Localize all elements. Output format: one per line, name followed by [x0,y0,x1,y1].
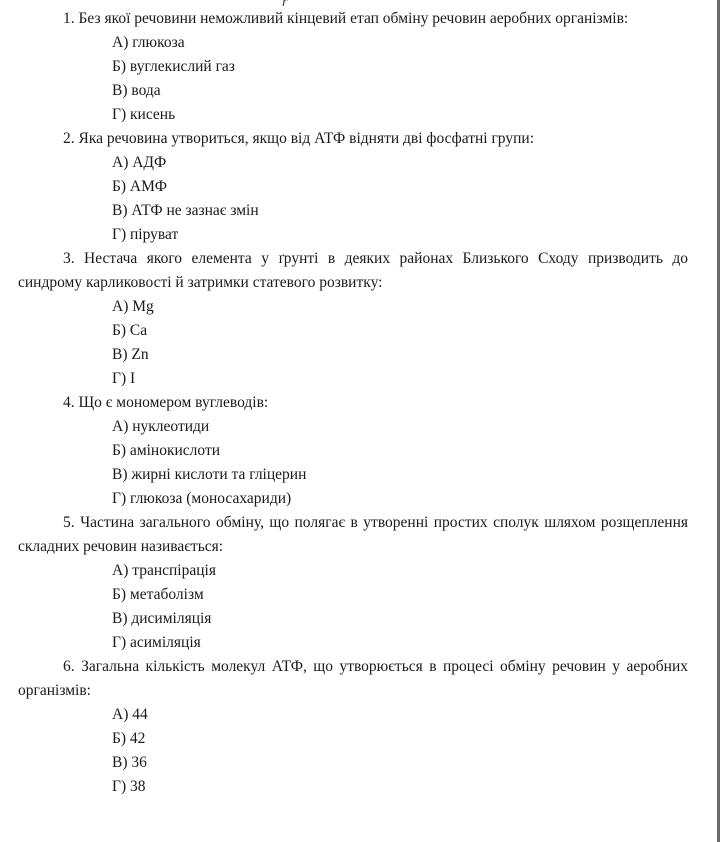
answer-option: А) глюкоза [112,34,185,51]
answer-option: А) транспірація [112,562,216,579]
answer-options [18,703,688,799]
question-4 [18,391,688,511]
answer-option: А) нуклеотиди [112,418,210,435]
answer-option: В) АТФ не зазнає змін [112,202,259,219]
question-text: 4. Що є мономером вуглеводів: [63,394,269,411]
answer-option: Г) глюкоза (моносахариди) [112,490,292,507]
cropped-text-fragment: r [282,0,288,10]
answer-option: Г) 38 [112,778,146,795]
answer-option: Г) асиміляція [112,634,201,651]
question-text: 2. Яка речовина утвориться, якщо від АТФ відняти дві фосфатні групи: [63,130,534,147]
answer-options [18,559,688,655]
answer-option: В) жирні кислоти та гліцерин [112,466,307,483]
answer-options [18,295,688,391]
answer-option: Б) 42 [112,730,146,747]
question-3 [18,247,688,391]
answer-option: В) вода [112,82,161,99]
answer-option: Г) I [112,370,136,387]
question-2 [18,127,688,247]
answer-option: Б) АМФ [112,178,167,195]
answer-option: Б) вуглекислий газ [112,58,235,75]
answer-option: В) дисиміляція [112,610,212,627]
answer-option: В) 36 [112,754,147,771]
answer-options [18,151,688,247]
answer-option: А) 44 [112,706,148,723]
question-1 [18,7,688,127]
answer-options [18,415,688,511]
answer-options [18,31,688,127]
question-list [18,7,688,799]
question-text: 3. Нестача якого елемента у ґрунті в деяких районах Близького Сходу призводить до синдрому карликовості й затримки статевого розвитку: [18,250,688,291]
question-text: 6. Загальна кількість молекул АТФ, що утворюється в процесі обміну речовин у аеробних організмів: [18,658,688,699]
answer-option: Б) метаболізм [112,586,204,603]
question-5 [18,511,688,655]
answer-option: Г) кисень [112,106,176,123]
question-text: 5. Частина загального обміну, що полягає в утворенні простих сполук шляхом розщеплення складних речовин називається: [18,514,688,555]
question-text: 1. Без якої речовини неможливий кінцевий етап обміну речовин аеробних організмів: [63,10,629,27]
question-6 [18,655,688,799]
answer-option: Б) Ca [112,322,148,339]
answer-option: Б) амінокислоти [112,442,221,459]
answer-option: В) Zn [112,346,149,363]
answer-option: А) АДФ [112,154,167,171]
answer-option: Г) піруват [112,226,179,243]
answer-option: А) Mg [112,298,154,315]
